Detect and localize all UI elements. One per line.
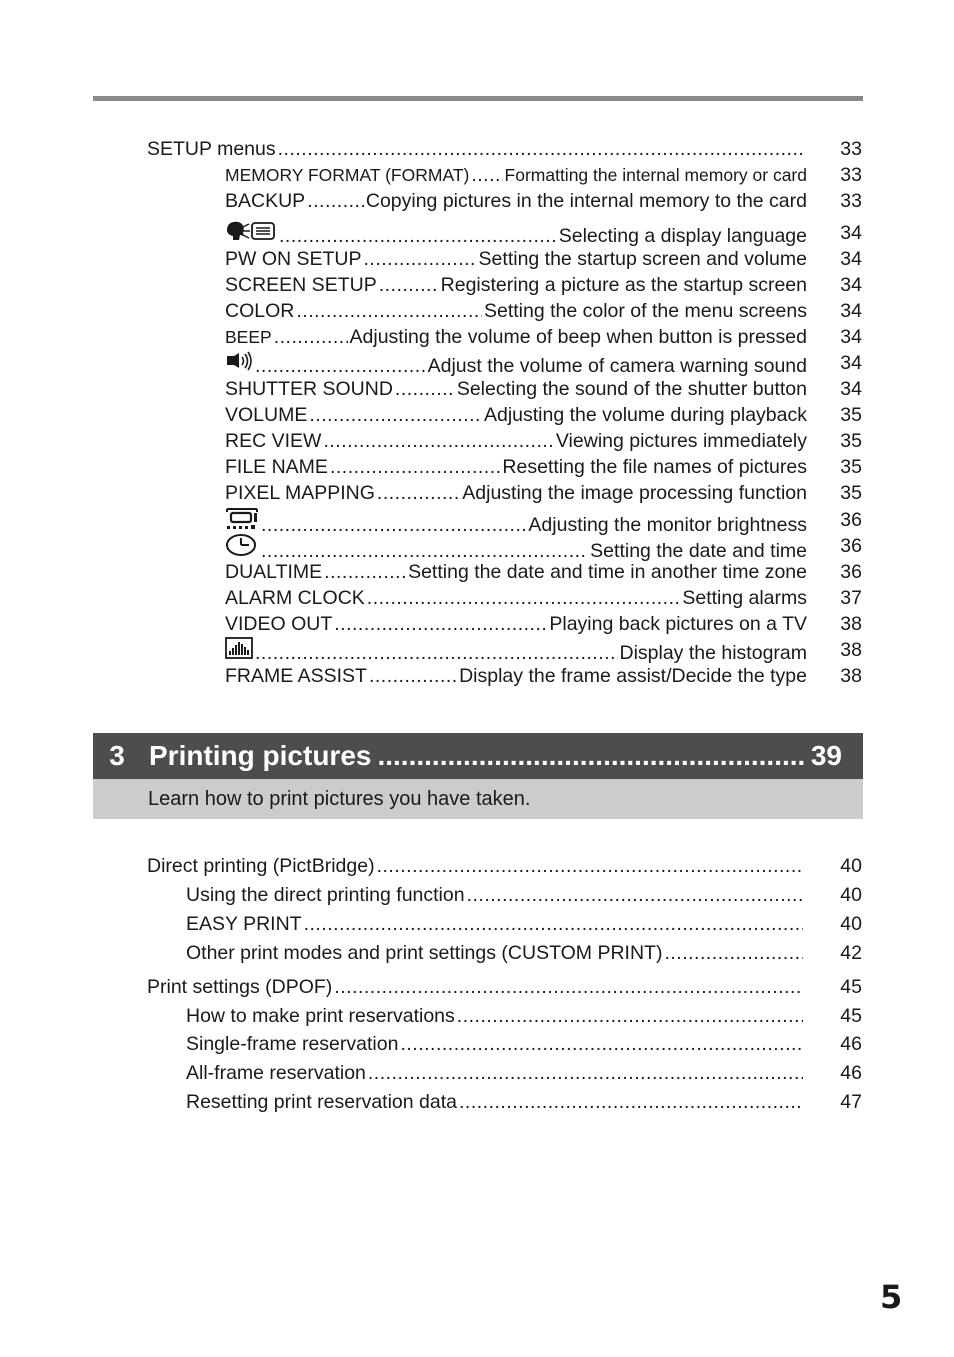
leader-dots <box>377 853 803 879</box>
setup-toc-entry[interactable] <box>225 324 807 350</box>
leader-dots <box>368 1060 803 1086</box>
toc-entry-label: All-frame reservation <box>186 1062 366 1084</box>
leader-dots <box>324 559 406 585</box>
print-subsection-entry[interactable] <box>186 911 805 937</box>
page-number: 5 <box>880 1278 903 1316</box>
toc-entry-description: Adjusting the monitor brightness <box>528 514 807 536</box>
warning-sound-icon <box>225 350 253 379</box>
leader-dots <box>467 882 803 908</box>
page-ref: 38 <box>840 613 862 635</box>
page-ref: 46 <box>840 1033 862 1055</box>
leader-dots <box>309 402 482 428</box>
toc-entry-description: Formatting the internal memory or card <box>504 165 807 185</box>
setup-toc-entry[interactable] <box>225 428 807 454</box>
page-ref: 46 <box>840 1062 862 1084</box>
setup-toc-entry[interactable] <box>225 220 807 249</box>
toc-entry-description: Setting the date and time <box>590 540 807 562</box>
page-ref: 36 <box>840 509 862 531</box>
page-ref: 40 <box>840 913 862 935</box>
toc-entry-description: Selecting the sound of the shutter button <box>456 378 807 400</box>
page-ref: 34 <box>840 222 862 244</box>
toc-entry-description: Setting the startup screen and volume <box>478 248 807 270</box>
page-ref: 34 <box>840 274 862 296</box>
toc-entry-description: Selecting a display language <box>558 225 807 247</box>
leader-dots <box>377 480 460 506</box>
page-ref: 38 <box>840 665 862 687</box>
toc-entry-description: Copying pictures in the internal memory to the card <box>365 190 807 212</box>
leader-dots <box>334 611 547 637</box>
page-ref: 35 <box>840 456 862 478</box>
page-ref: 38 <box>840 639 862 661</box>
toc-entry-description: Adjusting the volume during playback <box>483 404 807 426</box>
print-subsection-entry[interactable] <box>186 1089 805 1115</box>
toc-entry-description: Display the histogram <box>619 642 807 664</box>
toc-entry-label: EASY PRINT <box>186 913 302 935</box>
leader-dots <box>369 663 457 689</box>
toc-entry-label: How to make print reservations <box>186 1005 455 1027</box>
leader-dots <box>296 298 482 324</box>
toc-entry-label: SHUTTER SOUND <box>225 378 393 400</box>
toc-entry-label: VIDEO OUT <box>225 613 333 635</box>
page-ref: 35 <box>840 482 862 504</box>
toc-entry-label: REC VIEW <box>225 430 322 452</box>
page-ref: 40 <box>840 884 862 906</box>
leader-dots <box>307 188 364 214</box>
toc-entry-description: Resetting the file names of pictures <box>502 456 807 478</box>
toc-entry-label: Using the direct printing function <box>186 884 465 906</box>
toc-entry-description: Playing back pictures on a TV <box>549 613 807 635</box>
page-ref: 47 <box>840 1091 862 1113</box>
toc-entry-title: SETUP menus <box>147 138 276 160</box>
leader-dots <box>278 136 805 162</box>
toc-entry-label: FILE NAME <box>225 456 328 478</box>
toc-entry-label: VOLUME <box>225 404 308 426</box>
toc-entry-label: COLOR <box>225 300 295 322</box>
toc-entry-description: Registering a picture as the startup screen <box>440 274 807 296</box>
chapter-title: Printing pictures <box>149 740 372 771</box>
leader-dots <box>395 376 455 402</box>
toc-entry-label: ALARM CLOCK <box>225 587 365 609</box>
toc-entry-title: Print settings (DPOF) <box>147 976 333 998</box>
leader-dots <box>330 454 500 480</box>
toc-entry-description: Adjust the volume of camera warning sound <box>427 355 807 377</box>
top-rule <box>93 96 863 101</box>
toc-entry-label: BACKUP <box>225 190 306 212</box>
leader-dots <box>323 428 553 454</box>
setup-toc-entry[interactable] <box>225 188 807 214</box>
toc-entry-label: BEEP <box>225 327 272 347</box>
leader-dots <box>459 1089 803 1115</box>
page-ref: 40 <box>840 855 862 877</box>
toc-entry-label: Resetting print reservation data <box>186 1091 457 1113</box>
leader-dots <box>471 162 502 188</box>
toc-entry-description: Adjusting the image processing function <box>462 482 807 504</box>
page-ref: 34 <box>840 300 862 322</box>
page-ref: 35 <box>840 430 862 452</box>
toc-entry-description: Adjusting the volume of beep when button is pressed <box>349 326 807 348</box>
print-subsection-entry[interactable] <box>186 940 805 966</box>
chapter-subtitle-bar <box>93 779 863 819</box>
toc-entry-description: Setting the color of the menu screens <box>483 300 807 322</box>
toc-entry-label: PIXEL MAPPING <box>225 482 375 504</box>
toc-entry-description: Viewing pictures immediately <box>555 430 807 452</box>
print-subsection-entry[interactable] <box>186 1060 805 1086</box>
toc-entry-label: SCREEN SETUP <box>225 274 377 296</box>
setup-toc-entry[interactable] <box>225 559 807 585</box>
setup-toc-entry[interactable] <box>225 663 807 689</box>
setup-toc-entry[interactable] <box>225 454 807 480</box>
page-ref: 45 <box>840 1005 862 1027</box>
setup-toc-entry[interactable] <box>225 402 807 428</box>
page-ref: 37 <box>840 587 862 609</box>
toc-entry-description: Setting the date and time in another time zone <box>408 561 807 583</box>
print-subsection-entry[interactable] <box>186 882 805 908</box>
print-subsection-entry[interactable] <box>186 1003 805 1029</box>
print-section-entry[interactable] <box>147 974 805 1000</box>
leader-dots <box>364 246 477 272</box>
toc-entry-title: Direct printing (PictBridge) <box>147 855 375 877</box>
leader-dots <box>457 1003 803 1029</box>
toc-entry-label: Other print modes and print settings (CUSTOM PRINT) <box>186 942 663 964</box>
chapter-header <box>93 733 863 779</box>
toc-entry-label: MEMORY FORMAT (FORMAT) <box>225 165 470 185</box>
page-ref: 34 <box>840 326 862 348</box>
toc-entry-label: FRAME ASSIST <box>225 665 367 687</box>
page-ref: 36 <box>840 561 862 583</box>
setup-toc-entry[interactable] <box>225 162 807 188</box>
language-icon <box>225 220 277 249</box>
page-ref: 45 <box>840 976 862 998</box>
leader-dots <box>367 585 681 611</box>
page-ref: 33 <box>840 138 862 160</box>
toc-entry-description: Display the frame assist/Decide the type <box>459 665 807 687</box>
print-section-entry[interactable] <box>147 853 805 879</box>
chapter-page: 39 <box>810 740 842 771</box>
setup-toc-entry[interactable] <box>225 585 807 611</box>
histogram-icon <box>225 637 253 666</box>
chapter-title-row[interactable] <box>149 740 842 772</box>
page-ref: 34 <box>840 378 862 400</box>
leader-dots <box>274 324 348 350</box>
setup-toc-entry[interactable] <box>225 272 807 298</box>
leader-dots <box>664 940 803 966</box>
toc-entry-label: Single-frame reservation <box>186 1033 399 1055</box>
page-ref: 35 <box>840 404 862 426</box>
page-ref: 33 <box>840 190 862 212</box>
setup-toc-entry[interactable] <box>225 298 807 324</box>
setup-toc-entry[interactable] <box>225 480 807 506</box>
toc-entry-label: DUALTIME <box>225 561 323 583</box>
leader-dots <box>334 974 803 1000</box>
setup-toc-entry[interactable] <box>225 246 807 272</box>
chapter-number: 3 <box>109 740 125 771</box>
page-ref: 34 <box>840 248 862 270</box>
page-ref: 34 <box>840 352 862 374</box>
chapter-subtitle: Learn how to print pictures you have taken. <box>148 787 531 810</box>
print-subsection-entry[interactable] <box>186 1031 805 1057</box>
toc-entry-label: PW ON SETUP <box>225 248 362 270</box>
leader-dots <box>377 740 804 772</box>
setup-toc-entry[interactable] <box>225 637 807 666</box>
setup-toc-entry[interactable] <box>225 350 807 379</box>
leader-dots <box>379 272 439 298</box>
toc-entry-description: Setting alarms <box>682 587 807 609</box>
setup-toc-entry[interactable] <box>225 611 807 637</box>
page-ref: 36 <box>840 535 862 557</box>
setup-toc-entry[interactable] <box>225 376 807 402</box>
page-ref: 33 <box>840 164 862 186</box>
page-ref: 42 <box>840 942 862 964</box>
leader-dots <box>400 1031 803 1057</box>
leader-dots <box>304 911 803 937</box>
toc-entry-setup-menus[interactable] <box>147 136 807 162</box>
